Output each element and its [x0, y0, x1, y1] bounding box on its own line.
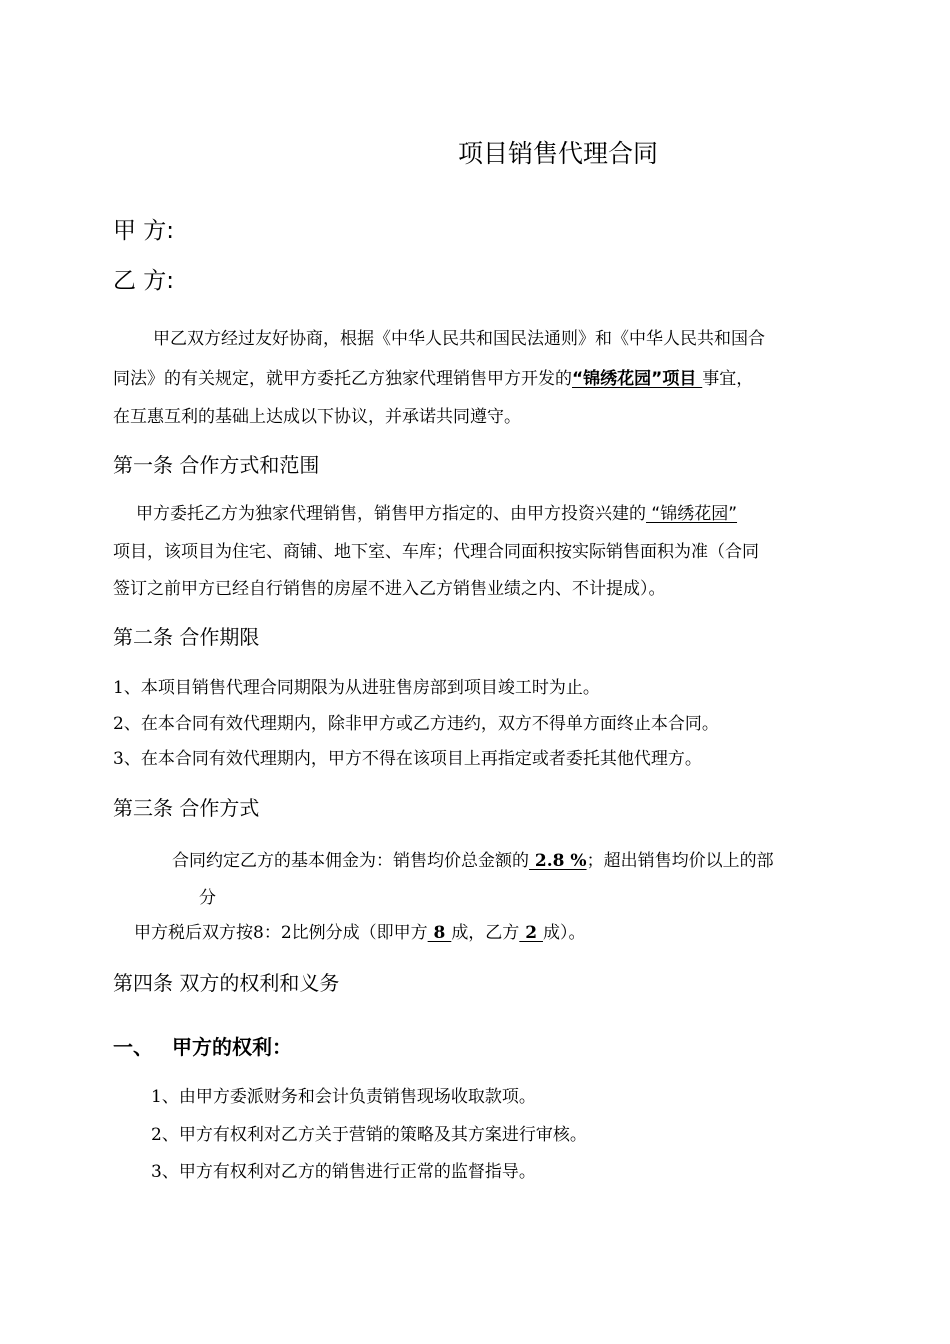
- article-2-item-3: 3、在本合同有效代理期内，甲方不得在该项目上再指定或者委托其他代理方。: [113, 749, 702, 769]
- article-2-heading: 第二条 合作期限: [113, 625, 260, 649]
- article-1-line-2: 项目，该项目为住宅、商铺、地下室、车库；代理合同面积按实际销售面积为准（合同: [113, 542, 759, 562]
- intro-line-2: [113, 364, 753, 389]
- party-a-right-1: 1、由甲方委派财务和会计负责销售现场收取款项。: [151, 1087, 536, 1107]
- party-a-right-2: 2、甲方有权利对乙方关于营销的策略及其方案进行审核。: [151, 1125, 587, 1145]
- party-b-label: 乙 方:: [113, 268, 175, 294]
- article-3-line-2: 分: [199, 888, 216, 908]
- party-a-label: 甲 方:: [113, 218, 175, 244]
- article-1-line-1-text: 甲方委托乙方为独家代理销售，销售甲方指定的、由甲方投资兴建的: [136, 504, 646, 524]
- article-3-line-3-text: 甲方税后双方按8：2比例分成（即甲方: [134, 923, 428, 943]
- share-party-b: 2: [519, 923, 543, 943]
- article-4-heading: 第四条 双方的权利和义务: [113, 971, 340, 995]
- intro-line-2-text: 同法》的有关规定，就甲方委托乙方独家代理销售甲方开发的: [113, 369, 572, 389]
- contract-title: 项目销售代理合同: [458, 139, 659, 168]
- article-3-line-3-mid: 成，乙方: [451, 923, 520, 943]
- article-2-item-2: 2、在本合同有效代理期内，除非甲方或乙方违约，双方不得单方面终止本合同。: [113, 714, 719, 734]
- article-3-line-1: [172, 846, 774, 871]
- article-3-line-3-end: 成）。: [542, 923, 586, 943]
- intro-line-3: 在互惠互利的基础上达成以下协议，并承诺共同遵守。: [113, 407, 521, 427]
- intro-line-1: 甲乙双方经过友好协商，根据《中华人民共和国民法通则》和《中华人民共和国合: [153, 329, 765, 349]
- sub-section-number: 一、: [113, 1035, 153, 1059]
- article-3-line-3: [134, 918, 585, 943]
- article-3-line-1-end: ；超出销售均价以上的部: [586, 851, 774, 871]
- article-3-heading: 第三条 合作方式: [113, 796, 260, 820]
- article-2-item-1: 1、本项目销售代理合同期限为从进驻售房部到项目竣工时为止。: [113, 678, 600, 698]
- commission-rate: 2.8 %: [529, 851, 587, 871]
- article-1-line-3: 签订之前甲方已经自行销售的房屋不进入乙方销售业绩之内、不计提成）。: [113, 579, 666, 599]
- intro-line-2-end: 事宜，: [702, 369, 754, 389]
- project-name-underlined: “锦绣花园”项目: [572, 369, 703, 389]
- article-3-line-1-text: 合同约定乙方的基本佣金为：销售均价总金额的: [172, 851, 529, 871]
- sub-section-title: 甲方的权利：: [172, 1035, 292, 1059]
- article-1-line-1: [136, 499, 737, 524]
- article-1-project-name: “锦绣花园”: [646, 504, 738, 524]
- article-1-heading: 第一条 合作方式和范围: [113, 453, 320, 477]
- share-party-a: 8: [427, 923, 452, 943]
- party-a-right-3: 3、甲方有权利对乙方的销售进行正常的监督指导。: [151, 1162, 536, 1182]
